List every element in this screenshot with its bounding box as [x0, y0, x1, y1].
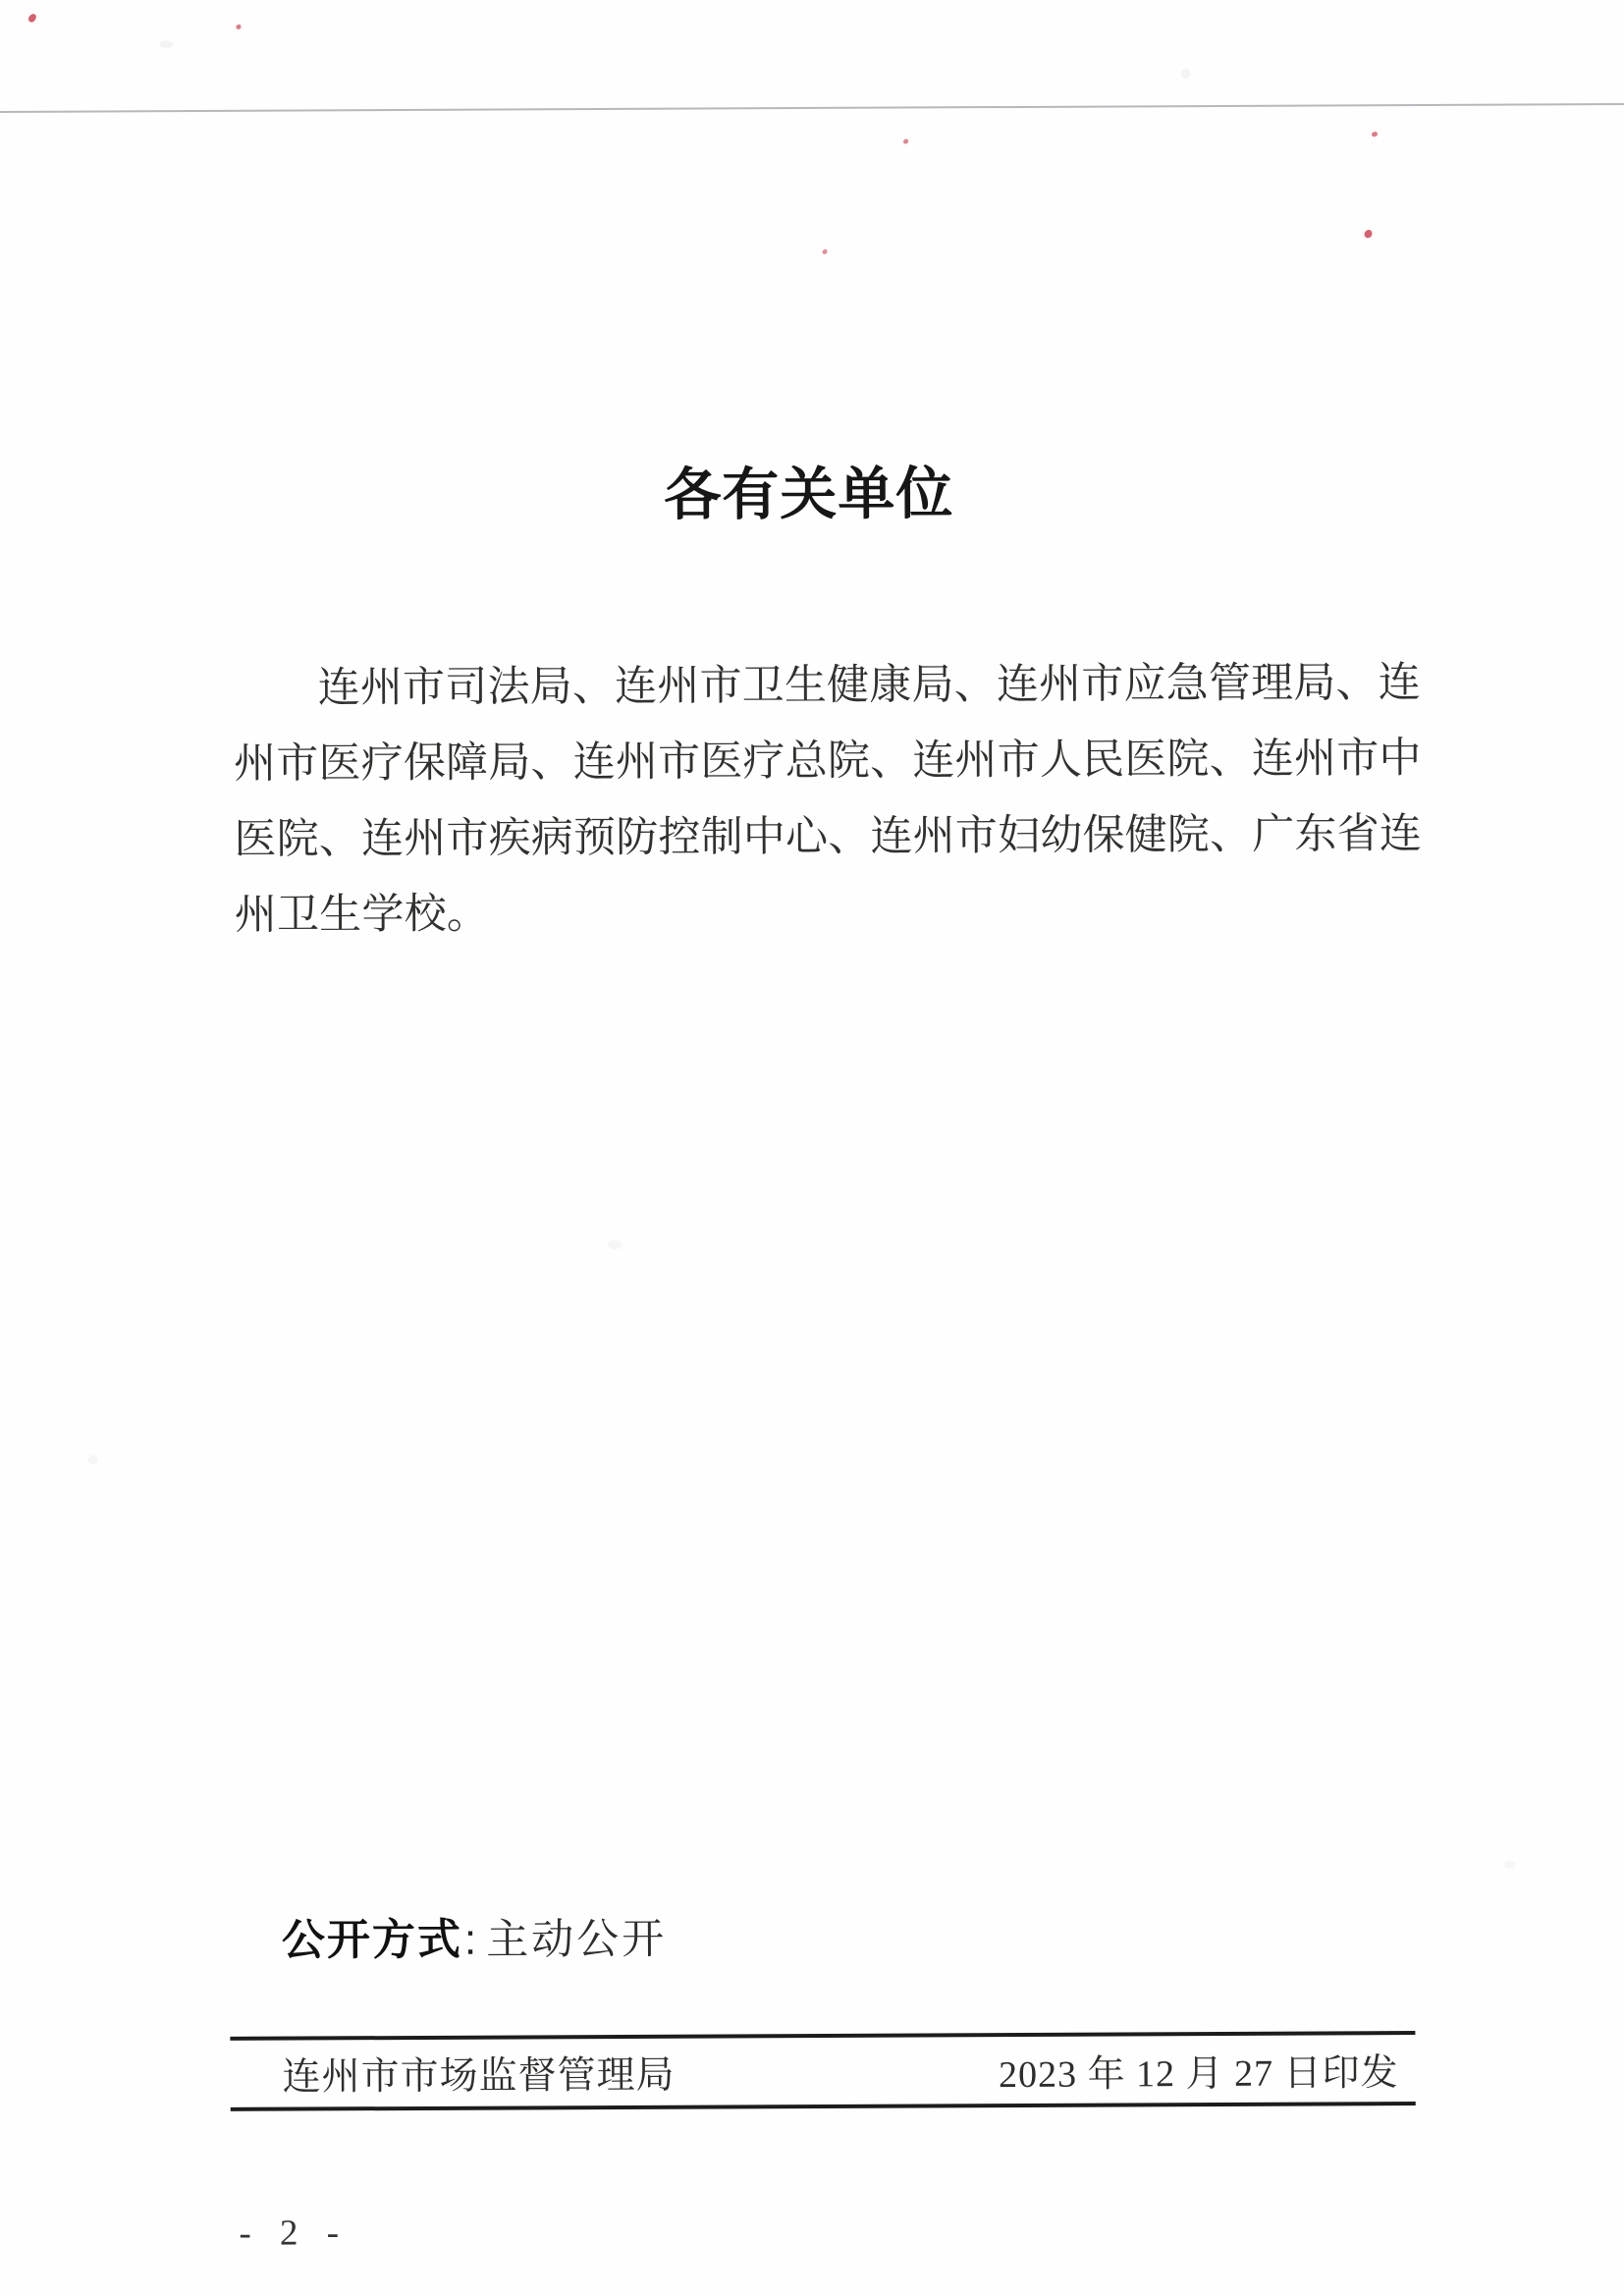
red-ink-speck — [1372, 132, 1378, 137]
scan-smudge — [607, 1240, 623, 1249]
red-ink-speck — [823, 249, 828, 254]
disclosure-line — [282, 1914, 667, 1968]
body-line-2: 州市医疗保障局、连州市医疗总院、连州市人民医院、连州市中 — [233, 735, 1422, 788]
red-ink-speck — [236, 25, 241, 29]
body-paragraph — [234, 645, 1425, 954]
red-ink-speck — [1364, 229, 1374, 239]
recipient-title: 各有关单位 — [664, 462, 954, 527]
scan-smudge — [159, 40, 173, 48]
scan-fold-line — [0, 103, 1624, 113]
imprint-block — [230, 2031, 1415, 2111]
body-line-1: 连州市司法局、连州市卫生健康局、连州市应急管理局、连 — [317, 659, 1422, 712]
body-line-3: 医院、连州市疾病预防控制中心、连州市妇幼保健院、广东省连 — [234, 810, 1423, 863]
disclosure-colon: : — [463, 1915, 477, 1964]
disclosure-label: 公开方式 — [281, 1915, 463, 1965]
body-line-4: 州卫生学校。 — [234, 891, 490, 939]
imprint-row — [230, 2035, 1415, 2107]
scan-smudge — [88, 1455, 98, 1465]
red-ink-speck — [903, 139, 908, 144]
page-number: - 2 - — [239, 2213, 345, 2254]
issuing-agency: 连州市市场监督管理局 — [282, 2053, 676, 2099]
print-date: 2023 年 12 月 27 日印发 — [998, 2051, 1399, 2096]
red-ink-speck — [27, 13, 37, 24]
scan-smudge — [1504, 1861, 1516, 1869]
scan-smudge — [1181, 69, 1191, 79]
disclosure-value: 主动公开 — [486, 1916, 668, 1964]
